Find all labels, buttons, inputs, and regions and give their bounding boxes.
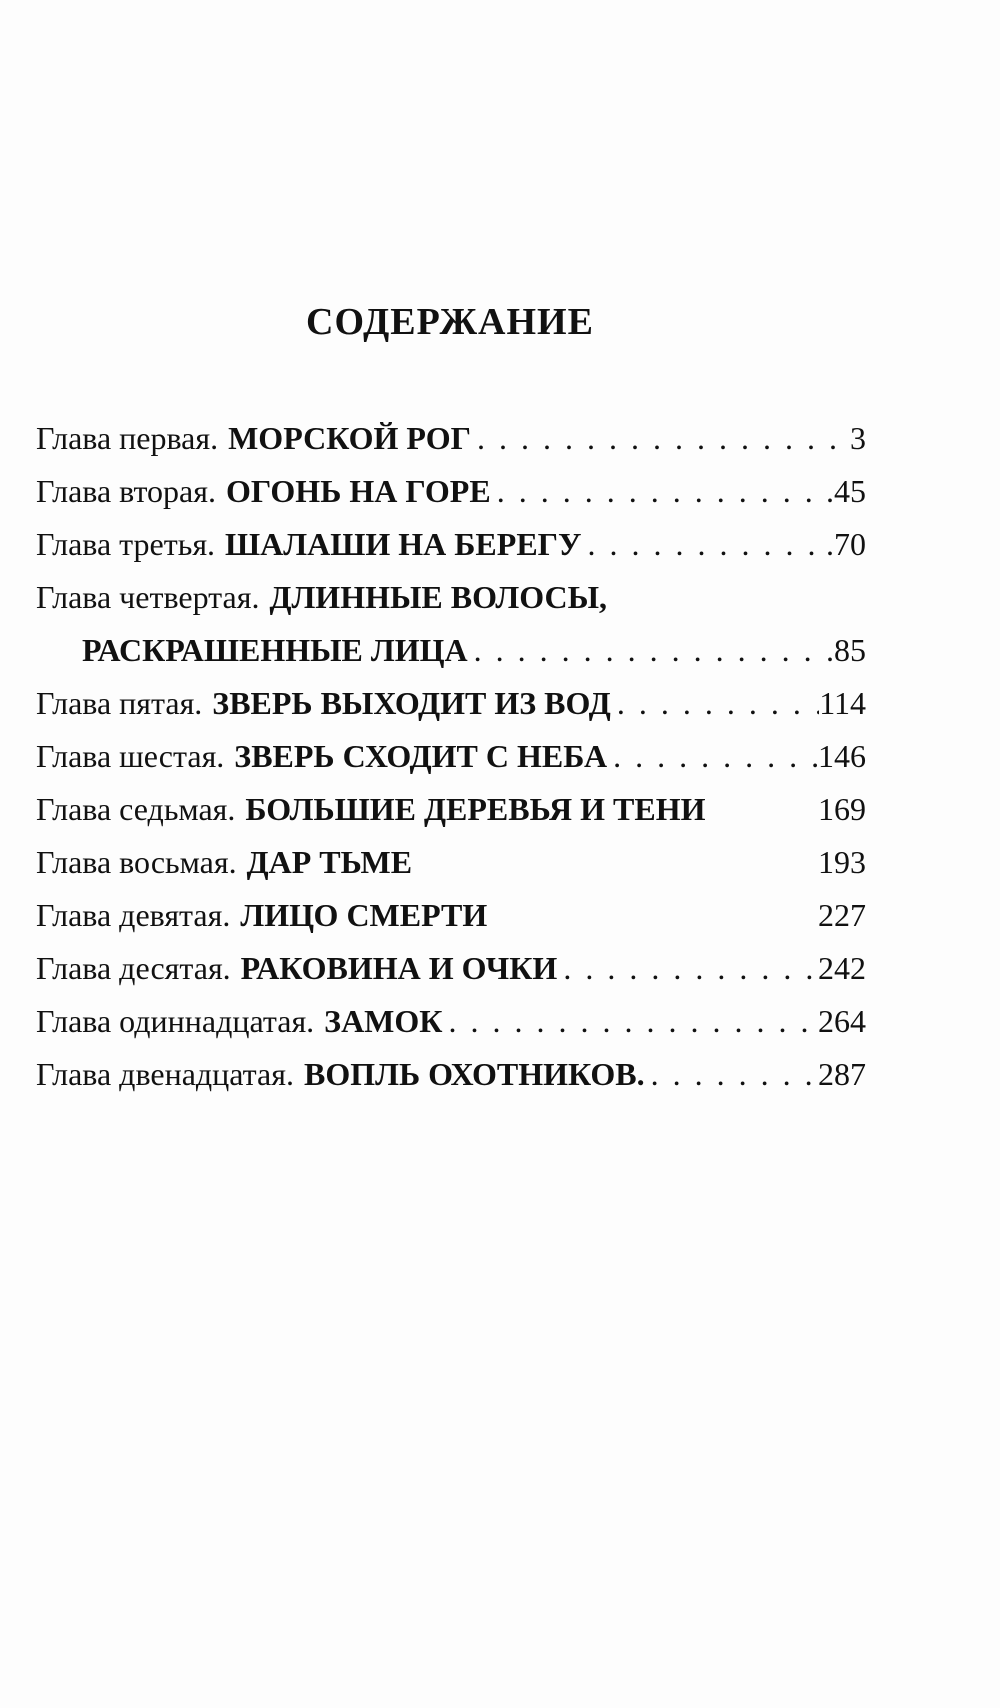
chapter-title: РАКОВИНА И ОЧКИ (240, 950, 558, 986)
toc-entry (36, 783, 866, 836)
toc-entry (36, 889, 866, 942)
dot-leader (582, 518, 827, 571)
chapter-title: БОЛЬШИЕ ДЕРЕВЬЯ И ТЕНИ (245, 791, 706, 827)
chapter-title: ДЛИННЫЕ ВОЛОСЫ, (269, 579, 608, 615)
chapter-title: РАСКРАШЕННЫЕ ЛИЦА (82, 632, 468, 668)
chapter-label: Глава вторая. (36, 473, 216, 509)
page-number: .45 (826, 473, 866, 509)
dot-leader (468, 624, 826, 677)
chapter-label: Глава двенадцатая. (36, 1056, 294, 1092)
chapter-title: ДАР ТЬМЕ (246, 844, 413, 880)
page-number: 3 (850, 420, 866, 456)
toc-entry (36, 1048, 866, 1101)
chapter-label: Глава десятая. (36, 950, 231, 986)
chapter-label: Глава восьмая. (36, 844, 237, 880)
page-number: 242 (818, 950, 866, 986)
page-number: 287 (818, 1056, 866, 1092)
chapter-title: ЗВЕРЬ ВЫХОДИТ ИЗ ВОД (212, 685, 611, 721)
dot-leader (557, 942, 818, 995)
page-number: 114 (819, 685, 866, 721)
toc-entry (36, 730, 866, 783)
page-number: 169 (818, 791, 866, 827)
dot-leader (442, 995, 818, 1048)
chapter-title: ВОПЛЬ ОХОТНИКОВ. (303, 1056, 645, 1092)
toc-entry (36, 677, 866, 730)
table-of-contents (36, 412, 866, 1101)
dot-leader (491, 465, 826, 518)
dot-leader (607, 730, 818, 783)
chapter-title: ЛИЦО СМЕРТИ (240, 897, 488, 933)
chapter-label: Глава третья. (36, 526, 216, 562)
contents-title: СОДЕРЖАНИЕ (306, 301, 594, 343)
toc-entry (36, 836, 866, 889)
chapter-label: Глава первая. (36, 420, 219, 456)
chapter-label: Глава шестая. (36, 738, 225, 774)
page-number: .85 (826, 632, 866, 668)
page-number: 227 (818, 897, 866, 933)
page-number: 264 (818, 1003, 866, 1039)
chapter-label: Глава седьмая. (36, 791, 236, 827)
toc-entry (36, 942, 866, 995)
chapter-title: ЗВЕРЬ СХОДИТ С НЕБА (234, 738, 608, 774)
toc-entry (36, 412, 866, 465)
chapter-label: Глава одиннадцатая. (36, 1003, 315, 1039)
page-number: 146 (818, 738, 866, 774)
toc-entry (36, 518, 866, 571)
chapter-label: Глава пятая. (36, 685, 203, 721)
toc-entry (36, 995, 866, 1048)
toc-entry (36, 571, 866, 624)
page-number: .70 (826, 526, 866, 562)
chapter-title: ЗАМОК (324, 1003, 443, 1039)
chapter-title: ШАЛАШИ НА БЕРЕГУ (225, 526, 582, 562)
chapter-title: ОГОНЬ НА ГОРЕ (225, 473, 491, 509)
dot-leader (645, 1048, 818, 1101)
toc-entry (36, 624, 866, 677)
dot-leader (471, 412, 850, 465)
toc-entry (36, 465, 866, 518)
chapter-label: Глава девятая. (36, 897, 231, 933)
chapter-label: Глава четвертая. (36, 579, 260, 615)
chapter-title: МОРСКОЙ РОГ (228, 420, 472, 456)
dot-leader (611, 677, 819, 730)
page-number: 193 (818, 844, 866, 880)
